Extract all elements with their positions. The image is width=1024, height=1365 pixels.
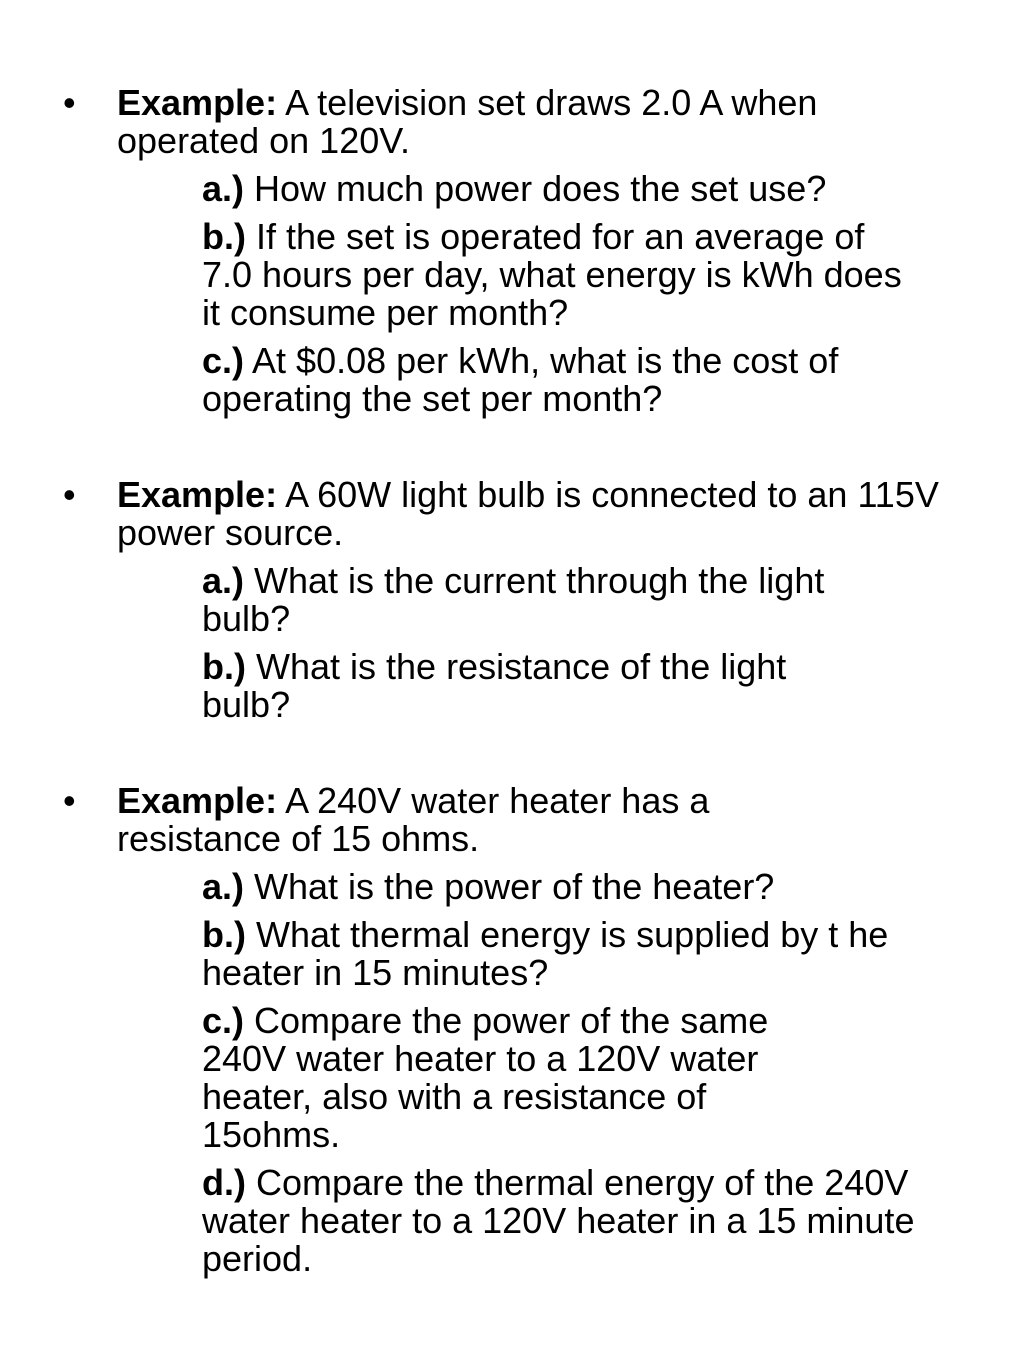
part-text: Compare the power of the same 240V water heater to a 120V water heater, also with a resistance of 15ohms. — [202, 1000, 769, 1155]
part-label: c.) — [202, 340, 245, 381]
example-lead: Example: — [117, 82, 278, 123]
bullet: • — [63, 82, 76, 123]
part-c — [202, 342, 922, 418]
part-text: How much power does the set use? — [254, 168, 827, 209]
bullet: • — [63, 474, 76, 515]
example-stem-text: A 240V water heater has a resistance of 15 ohms. — [117, 780, 710, 859]
part-label: c.) — [202, 1000, 245, 1041]
part-label: b.) — [202, 914, 246, 955]
part-text: What thermal energy is supplied by t he heater in 15 minutes? — [202, 914, 889, 993]
part-text: At $0.08 per kWh, what is the cost of operating the set per month? — [202, 340, 839, 419]
part-text: If the set is operated for an average of 7.0 hours per day, what energy is kWh does it consume per month? — [202, 216, 902, 333]
part-a — [202, 562, 912, 638]
part-label: a.) — [202, 560, 245, 601]
part-b — [202, 218, 902, 332]
part-text: What is the current through the light bulb? — [202, 560, 825, 639]
part-b — [202, 648, 872, 724]
example-lead: Example: — [117, 780, 278, 821]
part-label: d.) — [202, 1162, 246, 1203]
part-text: Compare the thermal energy of the 240V water heater to a 120V heater in a 15 minute period. — [202, 1162, 915, 1279]
part-c — [202, 1002, 842, 1154]
example-stem — [117, 84, 917, 160]
example-stem — [117, 476, 957, 552]
part-d — [202, 1164, 922, 1278]
example-stem-text: A 60W light bulb is connected to an 115V power source. — [117, 474, 939, 553]
example-stem — [117, 782, 797, 858]
example-stem-text: A television set draws 2.0 A when operated on 120V. — [117, 82, 818, 161]
part-text: What is the power of the heater? — [254, 866, 775, 907]
part-b — [202, 916, 914, 992]
part-a — [202, 170, 922, 208]
bullet: • — [63, 780, 76, 821]
example-lead: Example: — [117, 474, 278, 515]
part-label: a.) — [202, 866, 245, 907]
part-text: What is the resistance of the light bulb? — [202, 646, 787, 725]
part-label: b.) — [202, 646, 246, 687]
part-label: a.) — [202, 168, 245, 209]
part-label: b.) — [202, 216, 246, 257]
part-a — [202, 868, 922, 906]
